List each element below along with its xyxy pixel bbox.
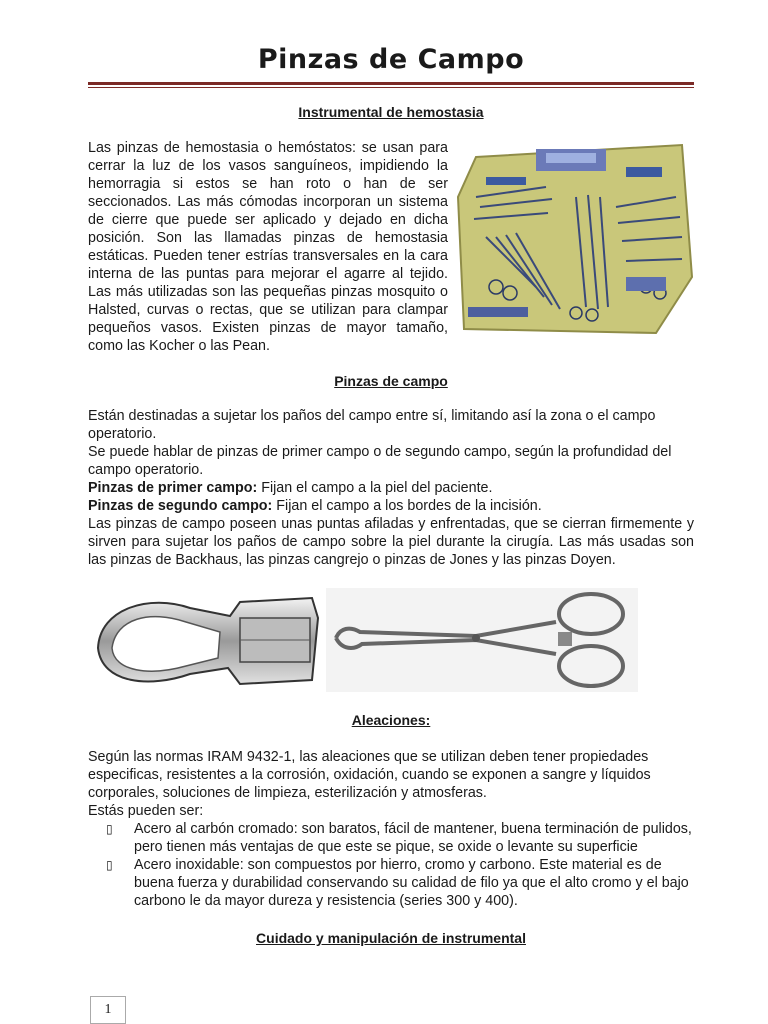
campo-p1: Están destinadas a sujetar los paños del campo entre sí, limitando así la zona o el campo operatorio.	[88, 408, 656, 442]
segundo-campo-text: Fijan el campo a los bordes de la incisión.	[272, 498, 542, 514]
bullet-text-cromado: Acero al carbón cromado: son baratos, fácil de mantener, buena terminación de pulidos, pero tienen más ventajas de que este se pique, se oxide o levante su superficie	[134, 821, 692, 855]
heading-hemostasia: Instrumental de hemostasia	[298, 104, 484, 120]
bullet-text-inoxidable: Acero inoxidable: son compuestos por hierro, cromo y carbono. Este material es de buena fuerza y durabilidad conservando su calidad de filo ya que el alto cromo y el bajo carbono le da mayor dureza y resistencia (series 300 y 400).	[134, 857, 689, 909]
primer-campo-line	[88, 479, 694, 497]
clip-clamp-image	[90, 588, 322, 692]
instrument-tray-photo	[456, 137, 694, 337]
heading-cuidado: Cuidado y manipulación de instrumental	[256, 930, 526, 946]
aleaciones-p2: Estás pueden ser:	[88, 803, 204, 819]
heading-aleaciones: Aleaciones:	[351, 712, 431, 728]
page-number-box: 1	[90, 996, 126, 1024]
backhaus-clamp-graphic	[326, 588, 638, 692]
list-item	[106, 820, 694, 856]
title-divider	[88, 82, 694, 85]
campo-p2: Se puede hablar de pinzas de primer campo o de segundo campo, según la profundidad del campo operatorio.	[88, 444, 672, 478]
segundo-campo-line	[88, 497, 694, 515]
backhaus-clamp-image	[326, 588, 638, 692]
paragraph-campo	[88, 407, 694, 569]
clip-clamp-graphic	[90, 588, 322, 692]
paragraph-aleaciones	[88, 748, 694, 820]
heading-pinzas-campo: Pinzas de campo	[334, 373, 448, 389]
paragraph-hemostasia	[88, 139, 694, 355]
bullet-marker: ▯	[106, 858, 113, 872]
primer-campo-text: Fijan el campo a la piel del paciente.	[257, 480, 493, 496]
page-title: Pinzas de Campo	[257, 44, 525, 75]
title-divider-thin	[88, 87, 694, 88]
primer-campo-label: Pinzas de primer campo:	[88, 480, 258, 496]
bullet-marker: ▯	[106, 822, 113, 836]
list-item	[106, 856, 694, 910]
instrument-tray-graphic	[456, 137, 694, 337]
segundo-campo-label: Pinzas de segundo campo:	[88, 498, 273, 514]
hemostasia-text: Las pinzas de hemostasia o hemóstatos: se usan para cerrar la luz de los vasos sanguíneos, impidiendo la hemorragia si estos se han roto o han de ser seccionados. Las más cómodas incorporan un sistema de cierre que puede ser aplicado y dejado en dicha posición. Son las llamadas pinzas de hemostasia estáticas. Pueden tener estrías transversales en la cara interna de las puntas para mejorar el agarre al tejido. Las más utilizadas son las pequeñas pinzas mosquito o Halsted, curvas o rectas, que se utilizan para clampar pequeños vasos. Existen pinzas de mayor tamaño, como las Kocher o las Pean.	[88, 140, 448, 354]
aleaciones-p1: Según las normas IRAM 9432-1, las aleaciones que se utilizan deben tener propiedades especificas, resistentes a la corrosión, oxidación, cuando se exponen a sangre y líquidos corporales, soluciones de limpieza, esterilización y atmosferas.	[88, 749, 651, 801]
alloy-list	[88, 820, 694, 910]
campo-p3: Las pinzas de campo poseen unas puntas afiladas y enfrentadas, que se cierran firmemente y sirven para sujetar los paños de campo sobre la piel durante la cirugía. Las más usadas son las pinzas de Backhaus, las pinzas cangrejo o pinzas de Jones y las pinzas Doyen.	[88, 516, 694, 568]
